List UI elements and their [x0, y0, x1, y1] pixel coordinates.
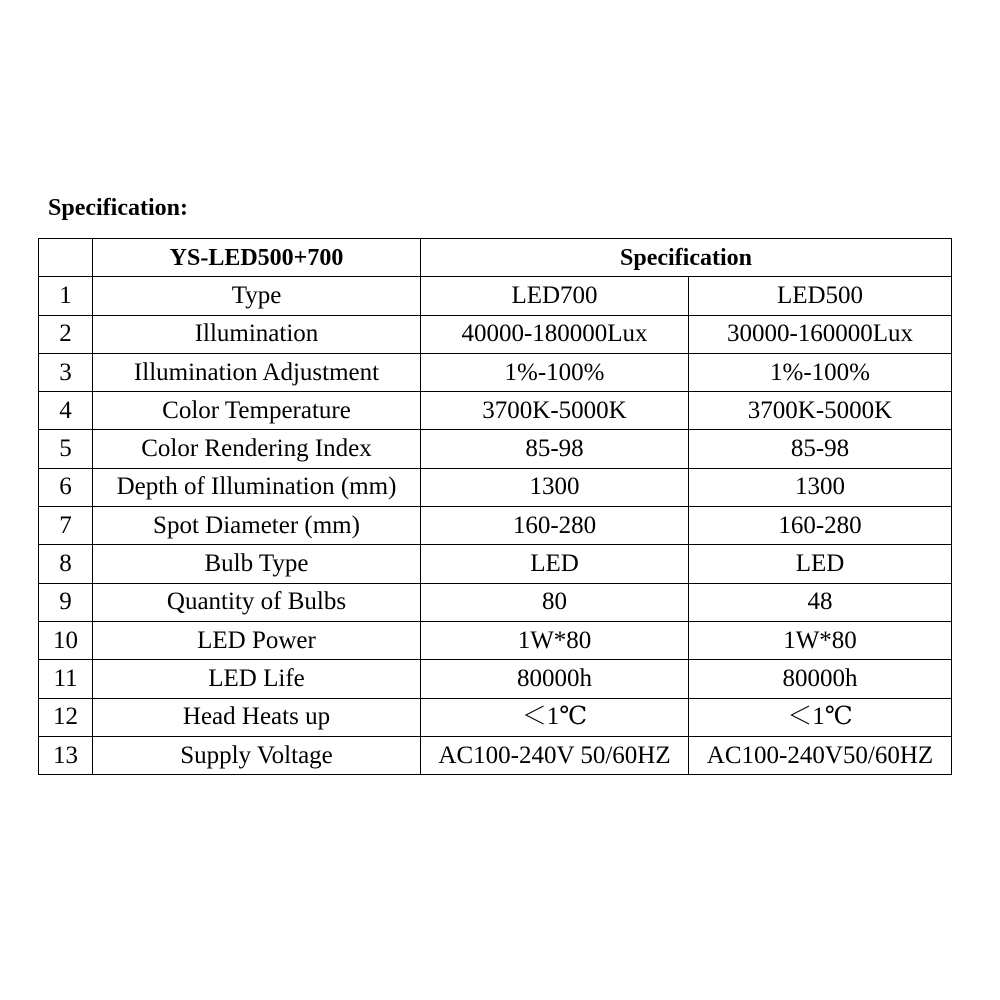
- row-value-b: 85-98: [689, 430, 952, 468]
- table-row: [39, 468, 952, 506]
- row-number: 12: [39, 698, 93, 736]
- row-value-a: 1300: [421, 468, 689, 506]
- row-value-a: 85-98: [421, 430, 689, 468]
- row-number: 13: [39, 736, 93, 774]
- row-value-b: 48: [689, 583, 952, 621]
- table-row: [39, 507, 952, 545]
- row-number: 10: [39, 621, 93, 659]
- table-row: [39, 621, 952, 659]
- row-item: Quantity of Bulbs: [93, 583, 421, 621]
- row-number: 2: [39, 315, 93, 353]
- table-row: [39, 660, 952, 698]
- row-value-a: LED: [421, 545, 689, 583]
- header-specification-cell: Specification: [421, 239, 952, 277]
- row-item: Illumination Adjustment: [93, 353, 421, 391]
- row-value-b: 1300: [689, 468, 952, 506]
- row-item: Color Rendering Index: [93, 430, 421, 468]
- table-row: [39, 698, 952, 736]
- table-row: [39, 736, 952, 774]
- row-value-b: 160-280: [689, 507, 952, 545]
- row-item: Depth of Illumination (mm): [93, 468, 421, 506]
- row-item: Head Heats up: [93, 698, 421, 736]
- row-item: Spot Diameter (mm): [93, 507, 421, 545]
- row-value-b: ＜1℃: [689, 698, 952, 736]
- row-value-a: 80: [421, 583, 689, 621]
- row-value-b: AC100-240V50/60HZ: [689, 736, 952, 774]
- row-number: 1: [39, 277, 93, 315]
- row-value-a: LED700: [421, 277, 689, 315]
- row-number: 9: [39, 583, 93, 621]
- row-value-b: 3700K-5000K: [689, 392, 952, 430]
- row-value-b: 1W*80: [689, 621, 952, 659]
- header-model-cell: YS-LED500+700: [93, 239, 421, 277]
- row-value-a: 3700K-5000K: [421, 392, 689, 430]
- table-row: [39, 545, 952, 583]
- row-value-a: 80000h: [421, 660, 689, 698]
- row-number: 6: [39, 468, 93, 506]
- row-item: Bulb Type: [93, 545, 421, 583]
- row-number: 3: [39, 353, 93, 391]
- table-row: [39, 315, 952, 353]
- row-item: Type: [93, 277, 421, 315]
- row-item: LED Life: [93, 660, 421, 698]
- row-number: 8: [39, 545, 93, 583]
- row-number: 11: [39, 660, 93, 698]
- row-value-a: 1W*80: [421, 621, 689, 659]
- row-number: 7: [39, 507, 93, 545]
- table-header-row: [39, 239, 952, 277]
- row-item: LED Power: [93, 621, 421, 659]
- header-no-cell: [39, 239, 93, 277]
- row-value-b: LED500: [689, 277, 952, 315]
- table-row: [39, 430, 952, 468]
- row-item: Color Temperature: [93, 392, 421, 430]
- row-value-a: 40000-180000Lux: [421, 315, 689, 353]
- row-value-a: ＜1℃: [421, 698, 689, 736]
- page-heading: Specification:: [48, 195, 188, 221]
- row-value-a: AC100-240V 50/60HZ: [421, 736, 689, 774]
- table-row: [39, 277, 952, 315]
- row-number: 5: [39, 430, 93, 468]
- row-number: 4: [39, 392, 93, 430]
- row-value-b: LED: [689, 545, 952, 583]
- row-value-a: 1%-100%: [421, 353, 689, 391]
- row-item: Illumination: [93, 315, 421, 353]
- table-row: [39, 392, 952, 430]
- table-row: [39, 583, 952, 621]
- row-value-b: 30000-160000Lux: [689, 315, 952, 353]
- row-value-a: 160-280: [421, 507, 689, 545]
- table-row: [39, 353, 952, 391]
- row-item: Supply Voltage: [93, 736, 421, 774]
- row-value-b: 80000h: [689, 660, 952, 698]
- specification-table: [38, 238, 952, 775]
- row-value-b: 1%-100%: [689, 353, 952, 391]
